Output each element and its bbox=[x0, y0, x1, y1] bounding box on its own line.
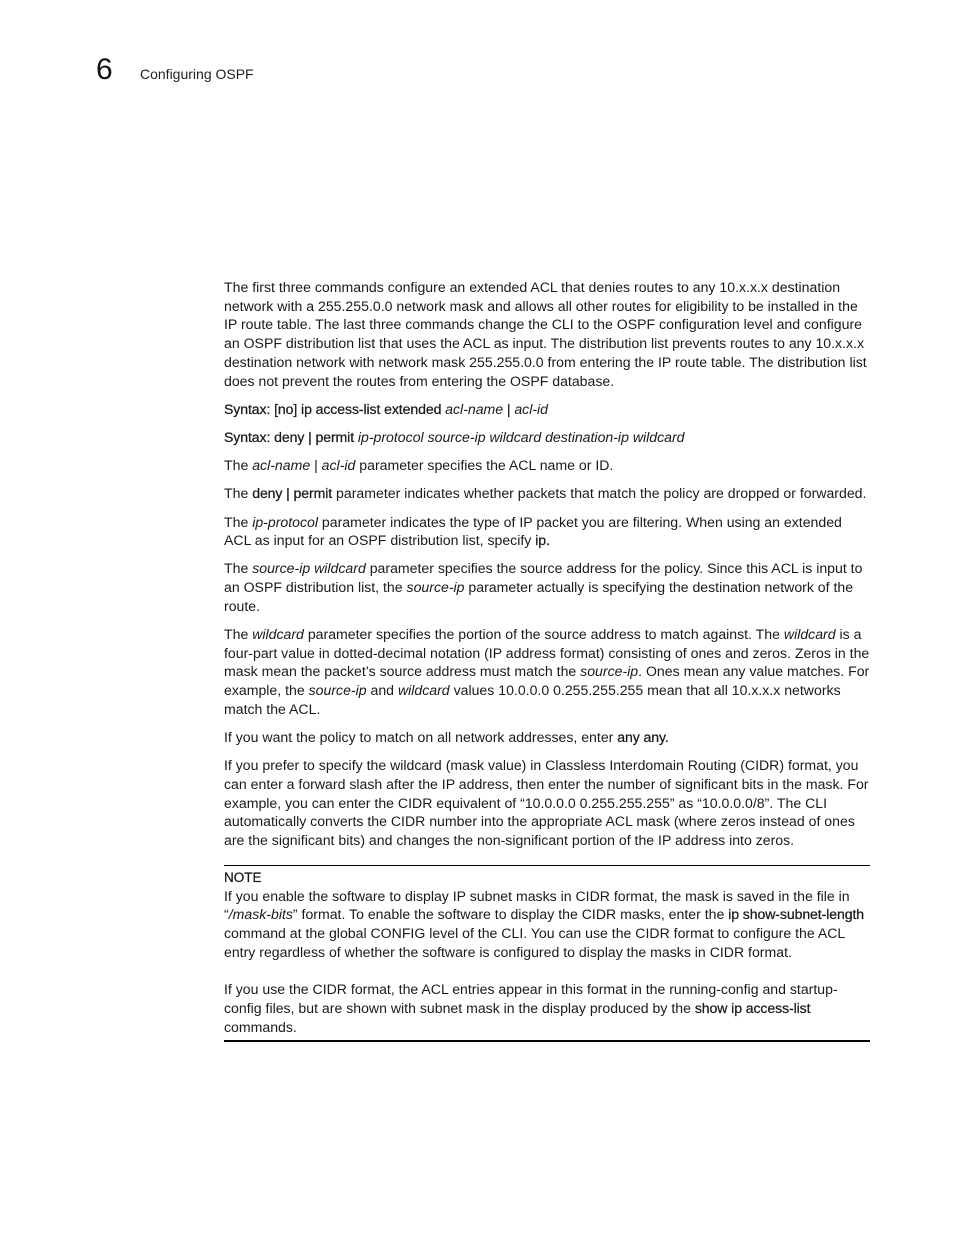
cidr-paragraph: If you prefer to specify the wildcard (mask value) in Classless Interdomain Routing (CIDR) format, you can enter a forward slash after the IP address, then enter the number of significant bits in the mask. For example, you can enter the CIDR equivalent of “10.0.0.0 0.255.255.255” as “10.0.0.0/8”. The CLI automatically converts the CIDR number into the appropriate ACL mask (where zeros instead of ones are the significant bits) and changes the non-significant portion of the IP address into zeros. bbox=[224, 757, 869, 849]
syntax-extended-acl: Syntax: [no] ip access-list extended acl-name | acl-id bbox=[224, 400, 548, 417]
any-any-paragraph: If you want the policy to match on all network addresses, enter any any. bbox=[224, 729, 669, 746]
syntax-deny-permit: Syntax: deny | permit ip-protocol source-ip wildcard destination-ip wildcard bbox=[224, 428, 685, 445]
main-content bbox=[224, 278, 870, 1042]
note-paragraph-cidr-display: If you enable the software to display IP subnet masks in CIDR format, the mask is saved in the file in “/mask-bits” format. To enable the software to display the CIDR masks, enter the ip show-subnet-length command at the global CONFIG level of the CLI. You can use the CIDR format to configure the ACL entry regardless of whether the software is configured to display the masks in CIDR format. bbox=[224, 887, 865, 960]
acl-name-paragraph: The acl-name | acl-id parameter specifies the ACL name or ID. bbox=[224, 457, 614, 474]
note-box bbox=[224, 865, 870, 1042]
note-heading: NOTE bbox=[224, 869, 262, 885]
chapter-title: Configuring OSPF bbox=[140, 66, 254, 82]
source-ip-paragraph: The source-ip wildcard parameter specifies the source address for the policy. Since this ACL is input to an OSPF distribution list, the source-ip parameter actually is specifying the destination network of the route. bbox=[224, 560, 863, 614]
ip-protocol-paragraph: The ip-protocol parameter indicates the type of IP packet you are filtering. When using an extended ACL as input for an OSPF distribution list, specify ip. bbox=[224, 513, 842, 549]
chapter-number: 6 bbox=[96, 53, 113, 86]
deny-permit-paragraph: The deny | permit parameter indicates whether packets that match the policy are dropped or forwarded. bbox=[224, 485, 867, 502]
wildcard-paragraph: The wildcard parameter specifies the portion of the source address to match against. The wildcard is a four-part value in dotted-decimal notation (IP address format) consisting of ones and zeros. Zeros in the mask mean the packet’s source address must match the source-ip. Ones mean any value matches. For example, the source-ip and wildcard values 10.0.0.0 0.255.255.255 mean that all 10.x.x.x networks match the ACL. bbox=[224, 626, 870, 717]
note-paragraph-running-config: If you use the CIDR format, the ACL entries appear in this format in the running-config and startup-config files, but are shown with subnet mask in the display produced by the show ip access-list commands. bbox=[224, 981, 838, 1035]
intro-paragraph: The first three commands configure an extended ACL that denies routes to any 10.x.x.x destination network with a 255.255.0.0 network mask and allows all other routes for eligibility to be installed in the IP route table. The last three commands change the CLI to the OSPF configuration level and configure an OSPF distribution list that uses the ACL as input. The distribution list prevents routes to any 10.x.x.x destination network with network mask 255.255.0.0 from entering the IP route table. The distribution list does not prevent the routes from entering the OSPF database. bbox=[224, 279, 867, 389]
